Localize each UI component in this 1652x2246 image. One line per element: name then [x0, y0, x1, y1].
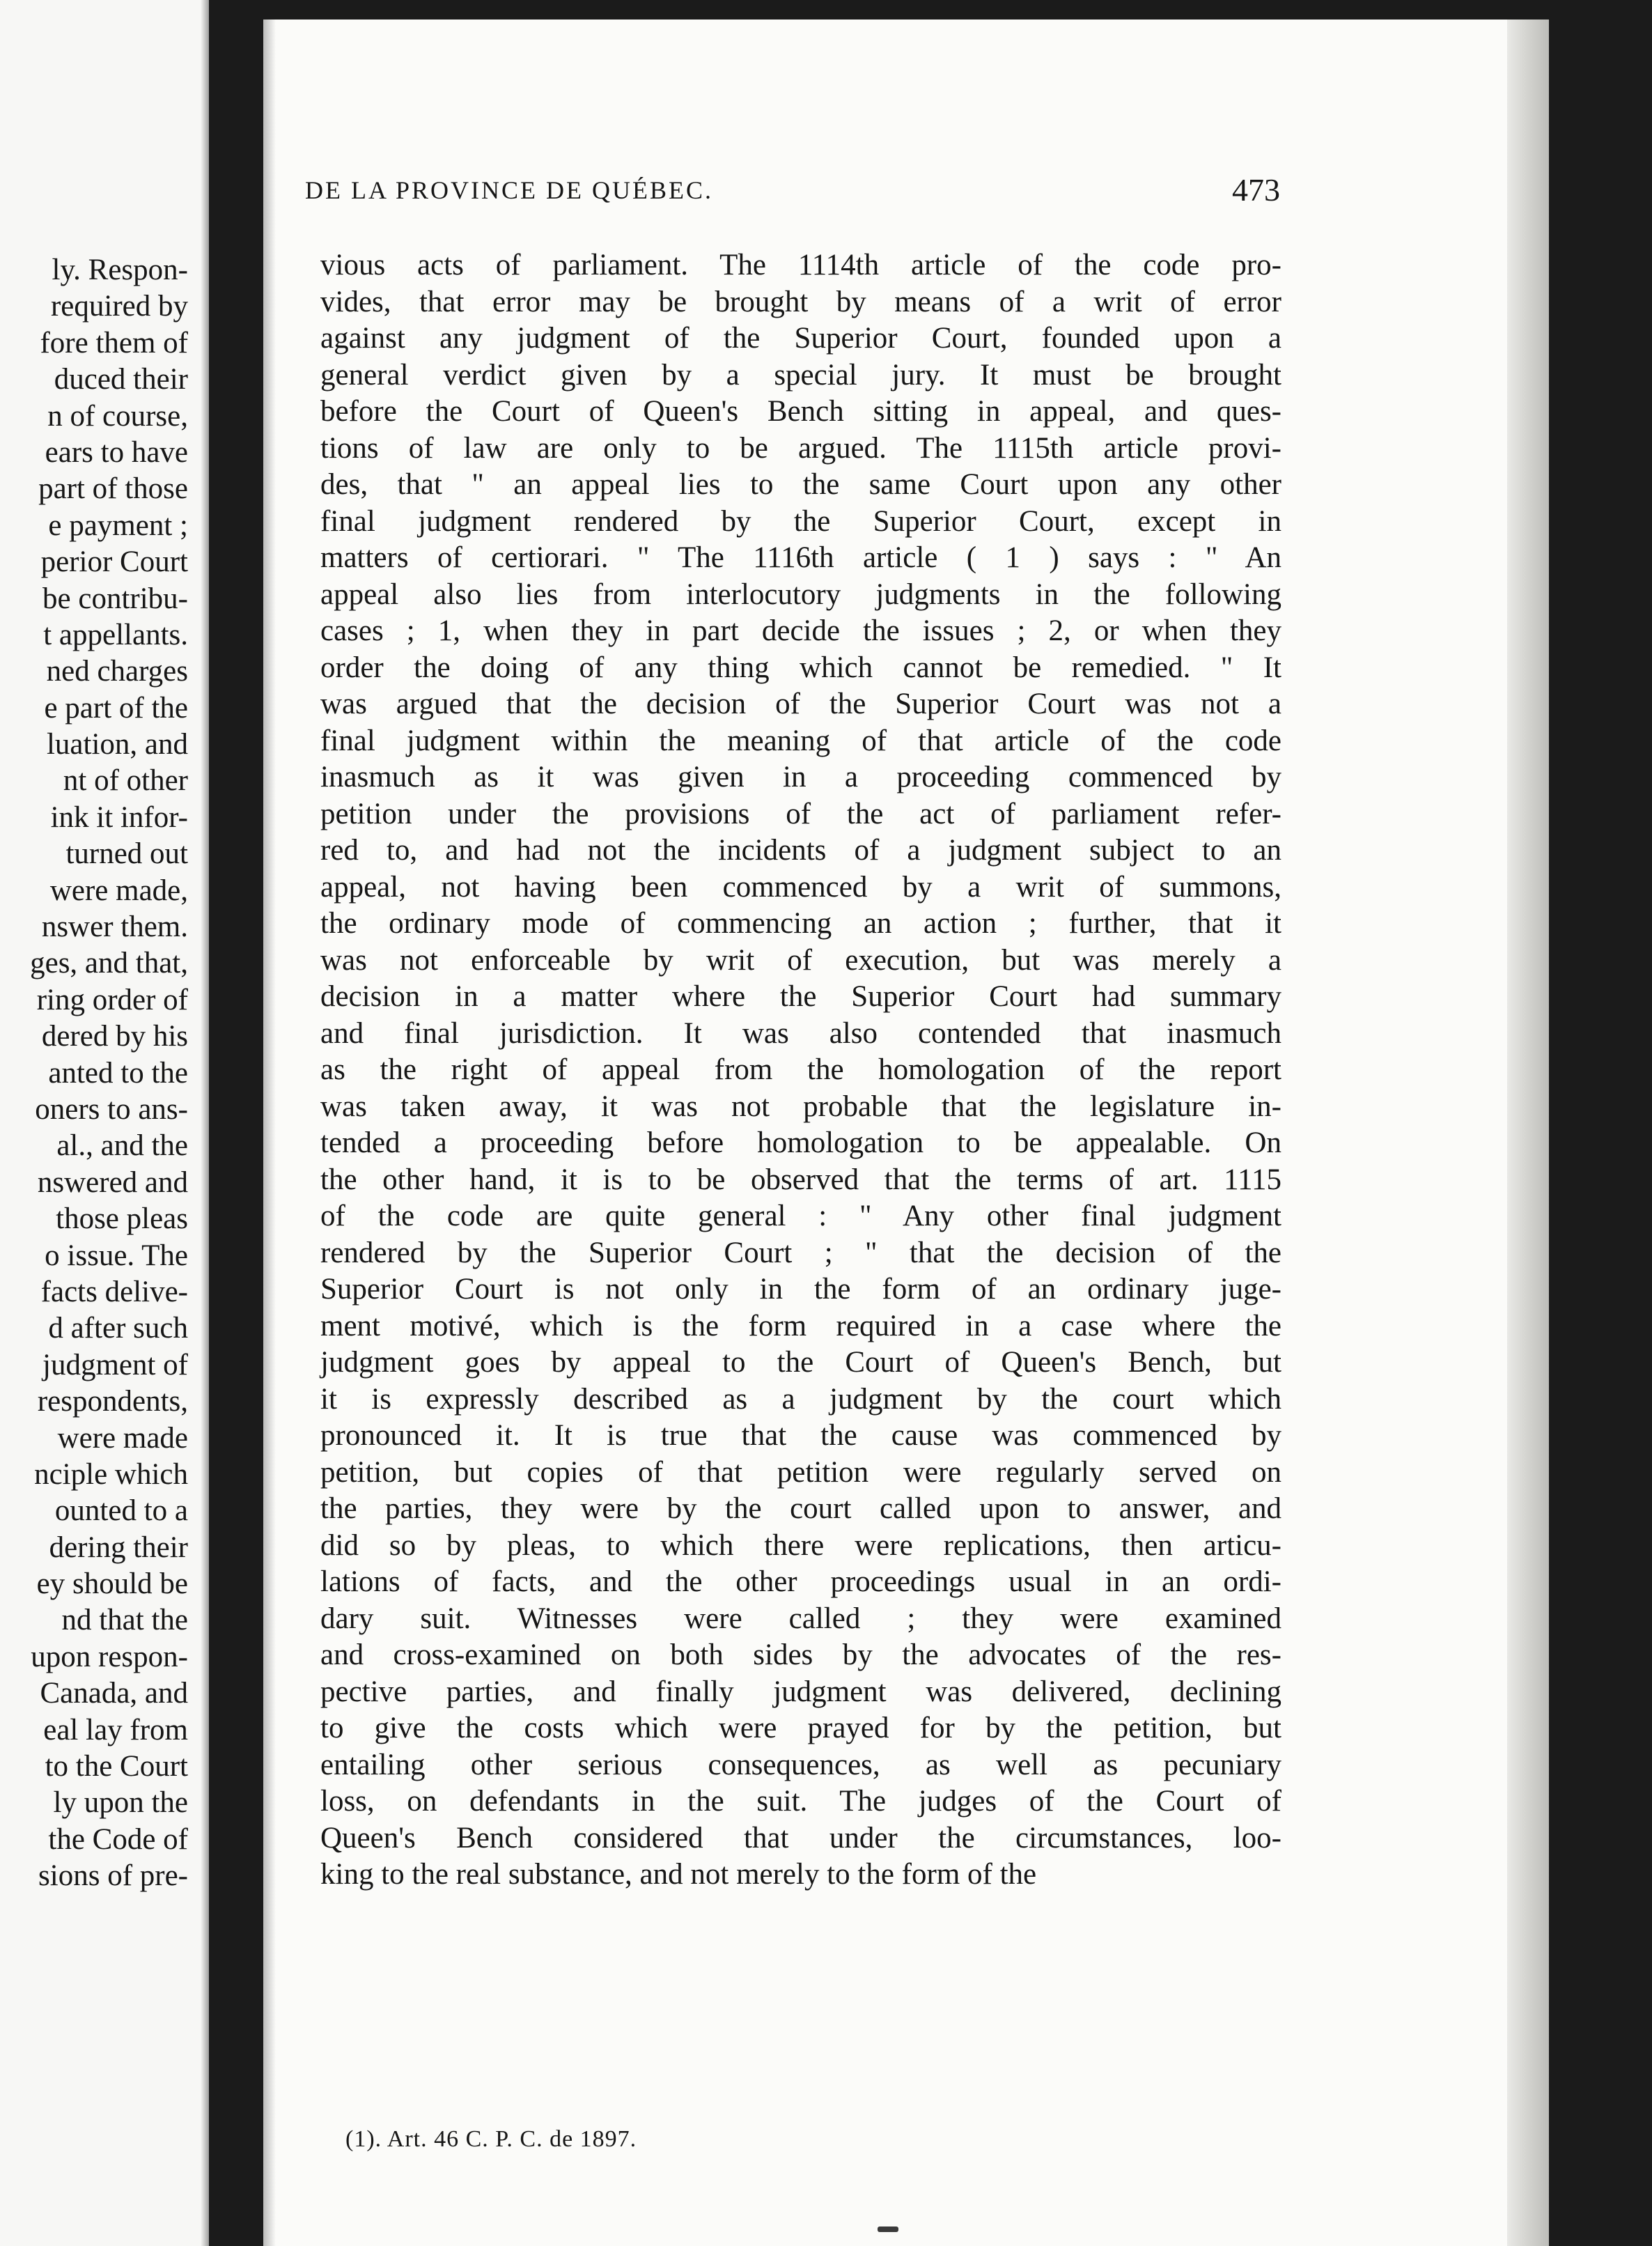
- body-line: dary suit. Witnesses were called ; they were examined: [320, 1602, 1281, 1635]
- body-line: was not enforceable by writ of execution, but was merely a: [320, 943, 1281, 977]
- left-page-line: nt of other: [63, 764, 188, 798]
- body-line: inasmuch as it was given in a proceeding commenced by: [320, 761, 1281, 793]
- left-facing-page: [0, 0, 209, 2246]
- left-page-line: eal lay from: [43, 1713, 188, 1747]
- footnote: (1). Art. 46 C. P. C. de 1897.: [345, 2126, 637, 2152]
- body-line: Queen's Bench considered that under the circumstances, loo-: [320, 1821, 1281, 1854]
- body-line: against any judgment of the Superior Court, founded upon a: [320, 322, 1281, 355]
- left-page-line: to the Court: [45, 1750, 188, 1783]
- left-page-line: be contribu-: [42, 582, 188, 615]
- left-page-line: luation, and: [46, 728, 188, 761]
- left-page-line: o issue. The: [45, 1239, 188, 1272]
- left-page-line: Canada, and: [40, 1677, 188, 1710]
- body-line: pective parties, and finally judgment was delivered, declining: [320, 1675, 1281, 1708]
- gutter-shadow: [201, 0, 209, 2246]
- body-line: did so by pleas, to which there were replications, then articu-: [320, 1528, 1281, 1562]
- body-line: petition under the provisions of the act of parliament refer-: [320, 797, 1281, 830]
- left-page-line: perior Court: [40, 545, 188, 579]
- left-page-line: d after such: [48, 1312, 188, 1345]
- left-page-line: anted to the: [48, 1056, 188, 1090]
- body-line: before the Court of Queen's Bench sitting in appeal, and ques-: [320, 395, 1281, 428]
- body-line: and final jurisdiction. It was also contended that inasmuch: [320, 1016, 1281, 1050]
- left-page-line: those pleas: [56, 1202, 188, 1236]
- page-number: 473: [1232, 172, 1280, 208]
- left-page-line: judgment of: [42, 1348, 188, 1381]
- body-line: the parties, they were by the court called upon to answer, and: [320, 1492, 1281, 1525]
- body-line: des, that " an appeal lies to the same Court upon any other: [320, 468, 1281, 501]
- body-line: vious acts of parliament. The 1114th article of the code pro-: [320, 249, 1281, 281]
- body-line: tended a proceeding before homologation to be appealable. On: [320, 1126, 1281, 1159]
- body-line: final judgment within the meaning of that article of the code: [320, 724, 1281, 757]
- left-page-line: part of those: [38, 472, 188, 506]
- left-page-line: oners to ans-: [35, 1092, 188, 1126]
- page-stack-edge: [1507, 20, 1549, 2246]
- page-edge-shadow: [263, 20, 276, 2246]
- body-line: ment motivé, which is the form required in a case where the: [320, 1309, 1281, 1342]
- left-page-line: ink it infor-: [50, 800, 188, 834]
- body-line: loss, on defendants in the suit. The judges of the Court of: [320, 1785, 1281, 1818]
- left-page-line: dered by his: [41, 1020, 188, 1053]
- left-page-line: the Code of: [48, 1822, 188, 1856]
- left-page-line: ned charges: [46, 655, 188, 688]
- left-page-line: ly. Respon-: [52, 254, 188, 286]
- left-page-line: respondents,: [37, 1385, 188, 1418]
- body-line: final judgment rendered by the Superior Court, except in: [320, 504, 1281, 538]
- body-line: it is expressly described as a judgment by the court which: [320, 1382, 1281, 1416]
- left-page-line: upon respon-: [31, 1640, 188, 1673]
- left-page-line: were made,: [49, 874, 188, 907]
- left-page-line: fore them of: [40, 326, 188, 359]
- body-line: matters of certiorari. " The 1116th article ( 1 ) says : " An: [320, 541, 1281, 574]
- left-page-line: nswer them.: [41, 911, 188, 944]
- running-header: [305, 171, 1280, 213]
- left-page-line: sions of pre-: [38, 1859, 188, 1893]
- body-line: of the code are quite general : " Any other final judgment: [320, 1200, 1281, 1232]
- body-line: to give the costs which were prayed for by the petition, but: [320, 1712, 1281, 1744]
- body-line: king to the real substance, and not merely to the form of the: [320, 1858, 1037, 1891]
- left-page-line: ey should be: [36, 1567, 188, 1601]
- body-line: decision in a matter where the Superior Court had summary: [320, 980, 1281, 1013]
- left-page-line: ears to have: [45, 435, 188, 469]
- body-line: vides, that error may be brought by means of a writ of error: [320, 285, 1281, 318]
- left-page-line: dering their: [49, 1531, 188, 1564]
- left-page-line: turned out: [65, 837, 188, 871]
- body-line: petition, but copies of that petition were regularly served on: [320, 1455, 1281, 1489]
- body-line: appeal also lies from interlocutory judgments in the following: [320, 578, 1281, 611]
- running-header-title: DE LA PROVINCE DE QUÉBEC.: [305, 176, 713, 204]
- left-page-line: ly upon the: [53, 1786, 188, 1820]
- body-line: was taken away, it was not probable that the legislature in-: [320, 1090, 1281, 1123]
- body-line: tions of law are only to be argued. The 1115th article provi-: [320, 431, 1281, 465]
- left-page-line: nciple which: [34, 1457, 188, 1491]
- body-line: appeal, not having been commenced by a writ of summons,: [320, 870, 1281, 904]
- body-line: rendered by the Superior Court ; " that the decision of the: [320, 1236, 1281, 1269]
- left-page-line: facts delive-: [40, 1275, 188, 1308]
- body-line: the other hand, it is to be observed that the terms of art. 1115: [320, 1163, 1281, 1196]
- body-line: entailing other serious consequences, as well as pecuniary: [320, 1748, 1281, 1781]
- left-page-line: required by: [50, 290, 188, 323]
- left-page-line: nd that the: [61, 1604, 188, 1637]
- left-page-line: were made: [57, 1421, 188, 1455]
- body-line: the ordinary mode of commencing an action ; further, that it: [320, 907, 1281, 940]
- body-line: pronounced it. It is true that the cause was commenced by: [320, 1419, 1281, 1452]
- left-page-text: [0, 252, 188, 1895]
- left-page-line: ges, and that,: [30, 947, 188, 980]
- left-page-line: nswered and: [37, 1165, 188, 1199]
- body-line: lations of facts, and the other proceedings usual in an ordi-: [320, 1565, 1281, 1598]
- left-page-line: al., and the: [56, 1129, 188, 1163]
- body-line: Superior Court is not only in the form of an ordinary juge-: [320, 1273, 1281, 1306]
- scan-artifact: [878, 2226, 898, 2232]
- left-page-line: e payment ;: [48, 509, 188, 542]
- body-line: order the doing of any thing which cannot be remedied. " It: [320, 651, 1281, 684]
- body-line: and cross-examined on both sides by the advocates of the res-: [320, 1639, 1281, 1671]
- body-text: [320, 247, 1281, 1893]
- body-line: judgment goes by appeal to the Court of Queen's Bench, but: [320, 1346, 1281, 1379]
- body-line: general verdict given by a special jury. It must be brought: [320, 358, 1281, 392]
- body-line: cases ; 1, when they in part decide the issues ; 2, or when they: [320, 614, 1281, 647]
- body-line: as the right of appeal from the homologation of the report: [320, 1053, 1281, 1086]
- left-page-line: ounted to a: [54, 1494, 188, 1528]
- left-page-line: e part of the: [44, 691, 188, 725]
- body-line: red to, and had not the incidents of a judgment subject to an: [320, 834, 1281, 867]
- left-page-line: t appellants.: [43, 618, 188, 651]
- body-line: was argued that the decision of the Superior Court was not a: [320, 688, 1281, 720]
- left-page-line: ring order of: [36, 983, 188, 1016]
- left-page-line: n of course,: [47, 399, 188, 433]
- left-page-line: duced their: [54, 363, 188, 396]
